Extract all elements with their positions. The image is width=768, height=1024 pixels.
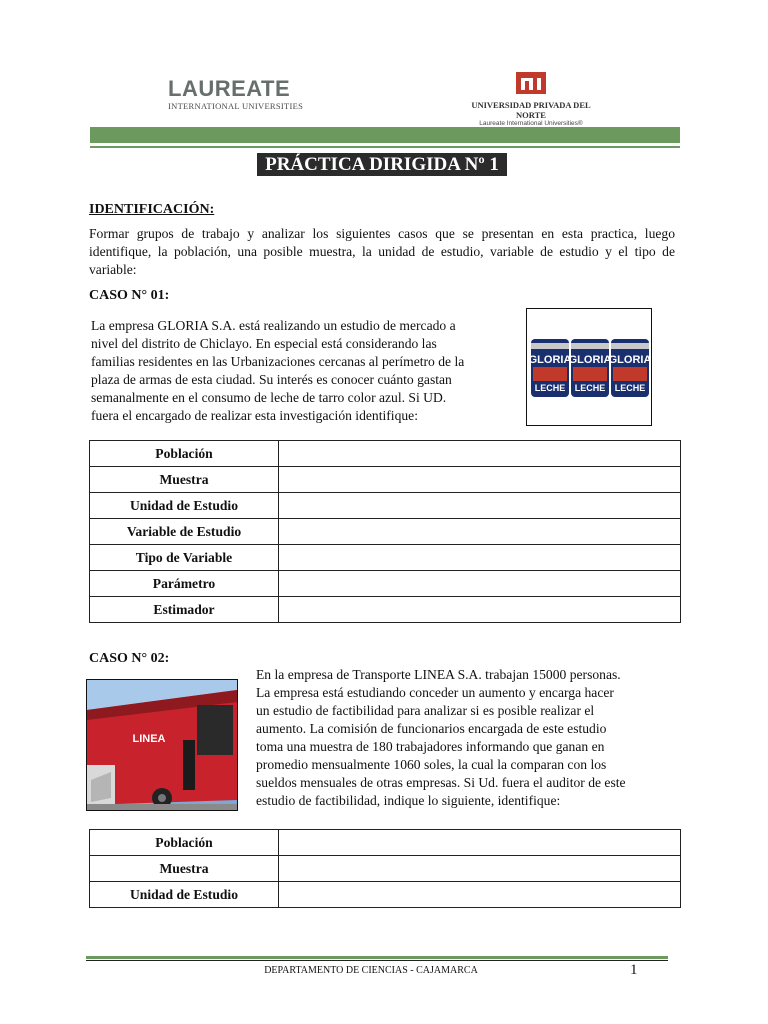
gloria-cans-image xyxy=(526,308,652,426)
caso1-line: familias residentes en las Urbanizaciones cercanas al perímetro de la xyxy=(91,354,465,369)
table-label: Población xyxy=(90,441,279,467)
laureate-logo xyxy=(168,78,303,111)
header-green-band xyxy=(90,127,680,143)
bus-brand-text: LINEA xyxy=(132,733,166,745)
table-answer-cell[interactable] xyxy=(279,519,681,545)
caso2-text xyxy=(256,666,670,810)
table-answer-cell[interactable] xyxy=(279,882,681,908)
header-green-line xyxy=(90,146,680,148)
can-label-text: LECHE xyxy=(534,383,566,393)
table-answer-cell[interactable] xyxy=(279,571,681,597)
table-answer-cell[interactable] xyxy=(279,441,681,467)
upn-subtitle: Laureate International Universities® xyxy=(479,120,583,127)
caso2-line: un estudio de factibilidad para analizar si es posible realizar el xyxy=(256,703,595,718)
table-answer-cell[interactable] xyxy=(279,597,681,623)
table-row xyxy=(90,519,681,545)
table-label: Muestra xyxy=(90,467,279,493)
page-title: PRÁCTICA DIRIGIDA Nº 1 xyxy=(257,153,507,176)
laureate-subtitle: INTERNATIONAL UNIVERSITIES xyxy=(168,101,304,111)
footer-green-line xyxy=(86,956,668,959)
upn-emblem-icon xyxy=(516,72,546,94)
table-answer-cell[interactable] xyxy=(279,467,681,493)
table-label: Parámetro xyxy=(90,571,279,597)
table-row xyxy=(90,830,681,856)
caso2-line: En la empresa de Transporte LINEA S.A. trabajan 15000 personas. xyxy=(256,667,621,682)
caso1-line: nivel del distrito de Chiclayo. En especial está considerando las xyxy=(91,336,437,351)
table-answer-cell[interactable] xyxy=(279,830,681,856)
can-label-text: LECHE xyxy=(614,383,646,393)
caso2-table xyxy=(89,829,681,908)
table-answer-cell[interactable] xyxy=(279,856,681,882)
linea-bus-image xyxy=(86,679,238,811)
caso1-line: semanalmente en el consumo de leche de tarro color azul. Si UD. xyxy=(91,390,447,405)
can-brand-text: GLORIA xyxy=(568,354,612,366)
identificacion-heading: IDENTIFICACIÓN: xyxy=(89,202,215,217)
table-label: Unidad de Estudio xyxy=(90,882,279,908)
table-label: Unidad de Estudio xyxy=(90,493,279,519)
caso2-line: estudio de factibilidad, indique lo siguiente, identifique: xyxy=(256,793,561,808)
caso1-line: fuera el encargado de realizar esta investigación identifique: xyxy=(91,408,418,423)
table-row xyxy=(90,882,681,908)
upn-name: UNIVERSIDAD PRIVADA DEL NORTE xyxy=(471,100,591,120)
table-row xyxy=(90,467,681,493)
caso1-line: La empresa GLORIA S.A. está realizando un estudio de mercado a xyxy=(91,318,456,333)
caso2-heading: CASO N° 02: xyxy=(89,651,170,666)
caso1-table xyxy=(89,440,681,623)
caso1-line: plaza de armas de esta ciudad. Su interés es conocer cuánto gastan xyxy=(91,372,452,387)
caso2-line: La empresa está estudiando conceder un aumento y encarga hacer xyxy=(256,685,614,700)
table-label: Variable de Estudio xyxy=(90,519,279,545)
table-answer-cell[interactable] xyxy=(279,493,681,519)
can-brand-text: GLORIA xyxy=(608,354,651,366)
caso2-line: promedio mensualmente 1060 soles, la cual la comparan con los xyxy=(256,757,607,772)
table-row xyxy=(90,441,681,467)
caso2-line: toma una muestra de 180 trabajadores informando que ganan en xyxy=(256,739,605,754)
footer-divider xyxy=(86,960,668,961)
caso1-text xyxy=(91,317,506,425)
table-row xyxy=(90,856,681,882)
table-label: Tipo de Variable xyxy=(90,545,279,571)
upn-logo xyxy=(456,72,606,127)
table-label: Muestra xyxy=(90,856,279,882)
identificacion-text: Formar grupos de trabajo y analizar los siguientes casos que se presentan en esta practica, luego identifique, la población, una posible muestra, la unidad de estudio, variable de estudio y el tipo de variable: xyxy=(89,226,675,277)
laureate-name: LAUREATE xyxy=(168,76,291,101)
can-label-text: LECHE xyxy=(574,383,606,393)
table-row xyxy=(90,571,681,597)
can-brand-text: GLORIA xyxy=(528,354,572,366)
table-row xyxy=(90,597,681,623)
footer-department: DEPARTAMENTO DE CIENCIAS - CAJAMARCA xyxy=(264,965,478,976)
table-row xyxy=(90,493,681,519)
caso2-line: sueldos mensuales de otras empresas. Si Ud. fuera el auditor de este xyxy=(256,775,626,790)
table-label: Estimador xyxy=(90,597,279,623)
table-answer-cell[interactable] xyxy=(279,545,681,571)
table-label: Población xyxy=(90,830,279,856)
caso2-line: aumento. La comisión de funcionarios encargada de este estudio xyxy=(256,721,607,736)
table-row xyxy=(90,545,681,571)
caso1-heading: CASO N° 01: xyxy=(89,288,170,303)
page-number: 1 xyxy=(630,962,638,978)
